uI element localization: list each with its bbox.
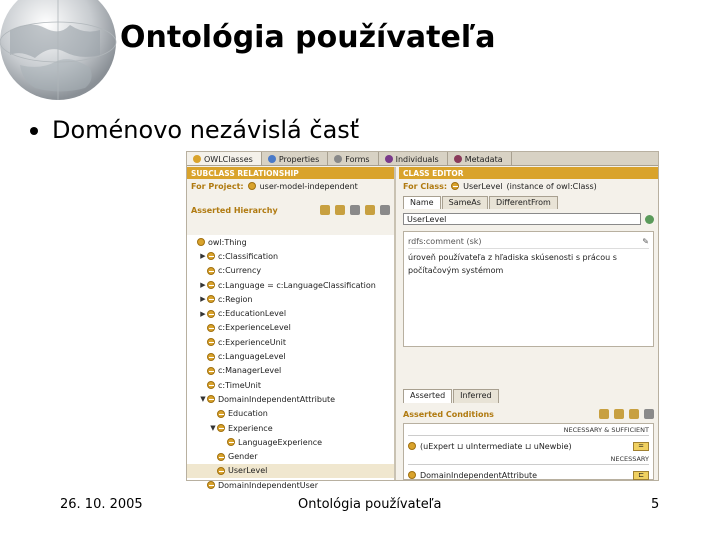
bullet-icon	[30, 127, 38, 135]
tree-item[interactable]	[187, 235, 394, 249]
tree-item-label: DomainIndependentAttribute	[218, 394, 336, 404]
superclass-icon	[408, 471, 416, 479]
class-icon	[207, 252, 215, 260]
class-icon	[207, 338, 215, 346]
individuals-icon	[385, 155, 393, 163]
comment-text: úroveň používateľa z hľadiska skúsenosti s prácou s počítačovým systémom	[408, 253, 617, 275]
project-row: For Project: user-model-independent	[191, 181, 358, 191]
tab-inferred[interactable]: Inferred	[453, 389, 498, 403]
protege-screenshot	[186, 151, 659, 490]
name-input[interactable]: UserLevel	[403, 213, 641, 225]
class-icon	[217, 453, 225, 461]
tree-item[interactable]	[187, 378, 394, 392]
globe-logo-icon	[0, 0, 115, 100]
tree-item[interactable]	[187, 464, 394, 478]
options-icon[interactable]	[380, 205, 390, 215]
create-subclass-icon[interactable]	[320, 205, 330, 215]
collapsed-icon[interactable]: ▶	[200, 309, 206, 318]
globe-icon[interactable]	[645, 215, 654, 224]
tree-item[interactable]	[187, 349, 394, 363]
subclass-panel	[187, 167, 396, 490]
project-name: user-model-independent	[259, 181, 358, 191]
class-editor-header: CLASS EDITOR	[399, 167, 658, 179]
tree-item[interactable]	[187, 364, 394, 378]
owl-classes-icon	[193, 155, 201, 163]
tree-item-label: Gender	[228, 452, 258, 462]
edit-icon[interactable]: ✎	[642, 237, 649, 246]
tree-item-label: LanguageExperience	[238, 437, 323, 447]
class-icon	[207, 353, 215, 361]
class-row: For Class: UserLevel (instance of owl:Class)	[403, 181, 597, 191]
necessary-label: NECESSARY	[408, 455, 649, 465]
tab-properties[interactable]: Properties	[262, 152, 328, 165]
tab-sameas[interactable]: SameAs	[442, 196, 488, 209]
tree-item[interactable]	[187, 292, 394, 306]
class-icon	[217, 467, 225, 475]
tree-item[interactable]	[187, 335, 394, 349]
class-icon	[207, 481, 215, 489]
tree-item[interactable]	[187, 249, 394, 263]
collapsed-icon[interactable]: ▶	[200, 295, 206, 304]
name-row	[403, 213, 654, 225]
delete-class-icon[interactable]	[350, 205, 360, 215]
comment-box[interactable]	[403, 231, 654, 347]
expanded-icon[interactable]: ▼	[200, 395, 206, 404]
class-icon	[207, 295, 215, 303]
tab-individuals[interactable]: Individuals	[379, 152, 448, 165]
class-icon	[207, 381, 215, 389]
union-class-icon	[408, 442, 416, 450]
comment-label: rdfs:comment (sk)	[408, 237, 482, 246]
tab-asserted[interactable]: Asserted	[403, 389, 452, 403]
class-icon	[217, 424, 225, 432]
tab-differentfrom[interactable]: DifferentFrom	[489, 196, 558, 209]
add-condition-icon[interactable]	[599, 409, 609, 419]
main-tabs	[187, 152, 658, 166]
editor-tabs	[399, 193, 658, 209]
tree-item-label: c:ExperienceUnit	[218, 337, 286, 347]
asserted-conditions-header: Asserted Conditions	[403, 407, 654, 421]
tree-item[interactable]	[187, 478, 394, 492]
tree-item-label: owl:Thing	[208, 237, 247, 247]
tree-item-label: Experience	[228, 423, 273, 433]
condition-tabs	[399, 389, 658, 403]
nsc-label: NECESSARY & SUFFICIENT	[408, 426, 649, 436]
tree-item-label: Education	[228, 409, 268, 419]
class-editor-panel	[399, 167, 658, 480]
tab-forms[interactable]: Forms	[328, 152, 378, 165]
class-icon	[207, 324, 215, 332]
tree-item[interactable]	[187, 321, 394, 335]
class-icon	[207, 281, 215, 289]
tree-item[interactable]	[187, 392, 394, 406]
forms-icon	[334, 155, 342, 163]
footer-date: 26. 10. 2005	[60, 497, 143, 512]
tree-item-label: c:ManagerLevel	[218, 366, 282, 376]
class-name: UserLevel	[463, 181, 503, 191]
condition-row[interactable]: DomainIndependentAttribute ⊏	[408, 468, 649, 482]
tree-item-label: c:Language = c:LanguageClassification	[218, 280, 376, 290]
tree-item-label: c:EducationLevel	[218, 309, 287, 319]
tree-item-label: c:Currency	[218, 266, 262, 276]
search-icon[interactable]	[365, 205, 375, 215]
tab-metadata[interactable]: Metadata	[448, 152, 512, 165]
add-named-class-icon[interactable]	[629, 409, 639, 419]
tree-item-label: c:Classification	[218, 251, 279, 261]
equivalent-icon: =	[633, 442, 649, 451]
class-icon	[217, 410, 225, 418]
class-icon	[197, 238, 205, 246]
create-sibling-icon[interactable]	[335, 205, 345, 215]
bullet-text: Doménovo nezávislá časť	[52, 116, 360, 144]
bullet-point	[30, 116, 359, 144]
tree-item[interactable]	[187, 264, 394, 278]
tab-owl-classes[interactable]: OWLClasses	[187, 152, 262, 165]
collapsed-icon[interactable]: ▶	[200, 252, 206, 261]
tree-item-label: c:TimeUnit	[218, 380, 261, 390]
instance-of: (instance of owl:Class)	[506, 181, 597, 191]
tree-item-label: c:LanguageLevel	[218, 352, 286, 362]
collapsed-icon[interactable]: ▶	[200, 281, 206, 290]
tree-item[interactable]	[187, 278, 394, 292]
class-icon	[451, 182, 459, 190]
class-icon	[207, 310, 215, 318]
class-icon	[227, 438, 235, 446]
tab-name[interactable]: Name	[403, 196, 441, 209]
tree-item[interactable]	[187, 421, 394, 435]
asserted-hierarchy-header: Asserted Hierarchy	[187, 203, 394, 217]
conditions-list	[403, 423, 654, 480]
tree-item-label: c:Region	[218, 294, 253, 304]
tree-item-label: c:ExperienceLevel	[218, 323, 291, 333]
tree-item-label: DomainIndependentUser	[218, 480, 318, 490]
properties-icon	[268, 155, 276, 163]
tree-item-label: UserLevel	[228, 466, 268, 476]
footer-title: Ontológia používateľa	[298, 497, 442, 512]
subclass-header: SUBCLASS RELATIONSHIP	[187, 167, 394, 179]
class-icon	[207, 395, 215, 403]
expanded-icon[interactable]: ▼	[210, 424, 216, 432]
tree-item[interactable]	[187, 435, 394, 449]
tree-item[interactable]	[187, 306, 394, 320]
class-icon	[207, 267, 215, 275]
tree-item[interactable]	[187, 449, 394, 463]
class-icon	[207, 367, 215, 375]
slide-title: Ontológia používateľa	[120, 20, 496, 55]
subclass-icon: ⊏	[633, 471, 649, 480]
condition-row[interactable]: (uExpert ⊔ uIntermediate ⊔ uNewbie) =	[408, 439, 649, 453]
add-restriction-icon[interactable]	[614, 409, 624, 419]
remove-condition-icon[interactable]	[644, 409, 654, 419]
footer-page-number: 5	[651, 497, 660, 512]
tree-item[interactable]	[187, 407, 394, 421]
metadata-icon	[454, 155, 462, 163]
class-tree	[187, 235, 394, 490]
project-icon	[248, 182, 256, 190]
